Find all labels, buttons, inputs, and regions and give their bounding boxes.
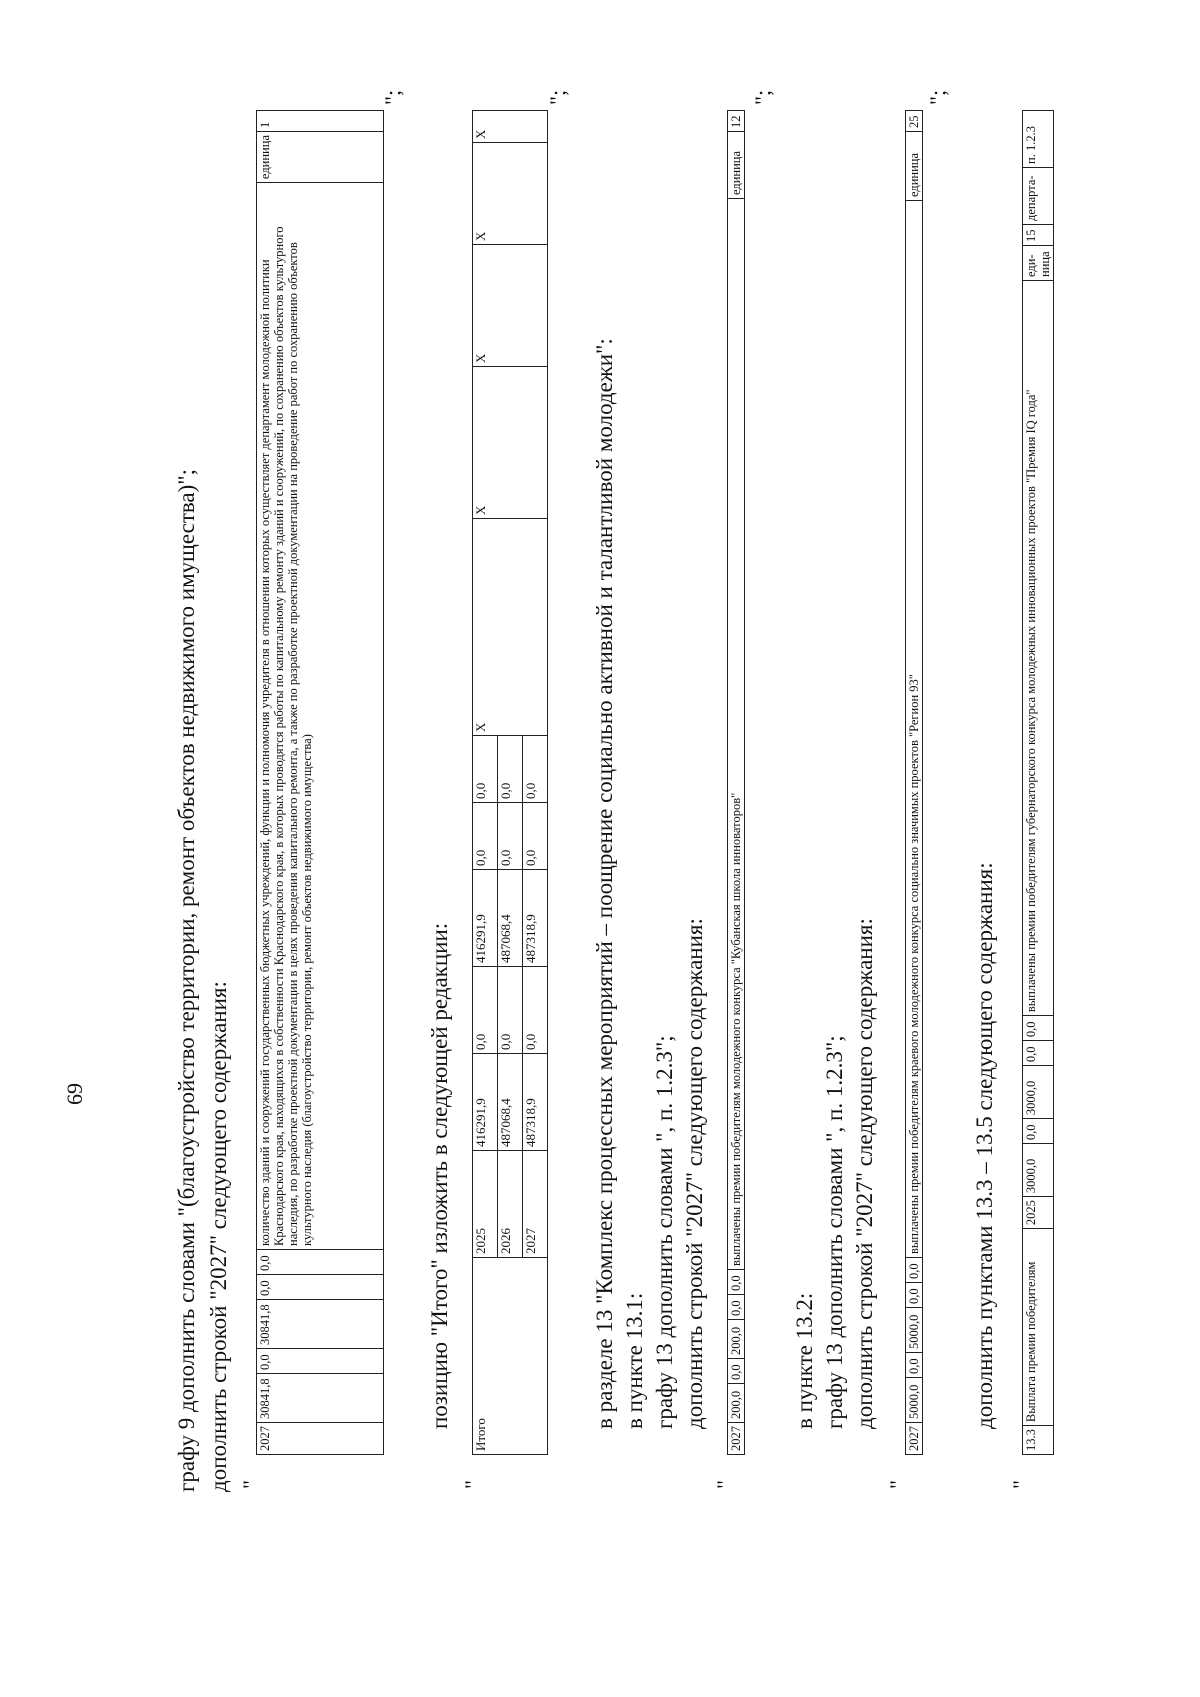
cell-unit: еди-ница: [1023, 246, 1054, 281]
table-row: [906, 111, 923, 1455]
table-item-13-3: [1022, 110, 1054, 1455]
cell-x: X: [473, 111, 548, 143]
cell-target: 12: [728, 111, 745, 132]
cell-value: 0,0: [257, 1250, 384, 1275]
cell-year: 2025: [473, 1151, 498, 1258]
table-itogo: [472, 110, 548, 1455]
cell-value: 0,0: [257, 1275, 384, 1300]
cell-total: 5000,0: [906, 1378, 923, 1423]
cell-year: 2025: [1023, 1197, 1054, 1229]
quote-close: ";: [545, 89, 570, 105]
cell-x: X: [473, 143, 548, 245]
cell-value: 0,0: [1023, 1041, 1054, 1066]
cell-value: 0,0: [523, 736, 548, 803]
cell-value: 0,0: [257, 1349, 384, 1374]
cell-value: 0,0: [906, 1258, 923, 1283]
cell-value: 0,0: [498, 967, 523, 1054]
table-row: [257, 111, 384, 1455]
table-row: [1023, 111, 1054, 1455]
cell-value: 0,0: [473, 736, 498, 803]
cell-value: 0,0: [1023, 1016, 1054, 1041]
cell-description: количество зданий и сооружений государственных бюджетных учреждений, функции и полномочия учредителя в отношении которых осуществляет департамент молодежной политики Краснодарского края, находящихся в собственности Краснодарского края, в которых проводятся работы по капитальному ремонту зданий и сооружений, по сохранению объектов культурного наследия, по разработке проектной документации в целях проведения капитального ремонта, а также по разработке проектной документации на проведение работ по сохранению объектов культурного наследия (благоустройство территории, ремонт объектов недвижимого имущества): [257, 183, 384, 1250]
paragraph-4-line-3: дополнить строкой "2027" следующего содержания:: [852, 918, 877, 1429]
cell-value: 0,0: [728, 1295, 745, 1320]
paragraph-3-line-2: в пункте 13.1:: [622, 1292, 647, 1429]
paragraph-4-line-2: графу 13 дополнить словами ", п. 1.2.3";: [822, 1035, 847, 1429]
table-row: [473, 111, 498, 1455]
cell-value: 0,0: [728, 1359, 745, 1384]
cell-label: Итого: [473, 1258, 548, 1455]
cell-value: 0,0: [523, 967, 548, 1054]
cell-year: 2027: [906, 1423, 923, 1455]
cell-value: 0,0: [728, 1270, 745, 1295]
table-region-93: [905, 110, 923, 1455]
cell-value: 0,0: [498, 736, 523, 803]
cell-number: 13.3: [1023, 1426, 1054, 1455]
paragraph-5: дополнить пунктами 13.3 – 13.5 следующего содержания:: [972, 862, 997, 1429]
cell-target: 25: [906, 111, 923, 132]
quote-close: ";: [380, 89, 405, 105]
quote-open: ": [460, 1480, 485, 1489]
quote-open: ": [1008, 1480, 1033, 1489]
cell-total: 487318,9: [523, 1054, 548, 1151]
cell-x: X: [473, 367, 548, 519]
cell-value: 5000,0: [906, 1308, 923, 1353]
cell-target: 15: [1023, 225, 1054, 246]
table-kuban-school: [727, 110, 745, 1455]
cell-value: 3000,0: [1023, 1066, 1054, 1119]
page-number: 69: [62, 1083, 87, 1105]
cell-agency: департа-: [1023, 168, 1054, 225]
cell-description: выплачены премии победителям краевого молодежного конкурса социально значимых проектов "Регион 93": [906, 201, 923, 1258]
cell-total: 200,0: [728, 1384, 745, 1423]
quote-open: ": [712, 1480, 737, 1489]
cell-unit: единица: [906, 132, 923, 201]
cell-total: 416291,9: [473, 1054, 498, 1151]
cell-value: 200,0: [728, 1320, 745, 1359]
paragraph-4-line-1: в пункте 13.2:: [792, 1292, 817, 1429]
table-row: [728, 111, 745, 1455]
cell-value: 487318,9: [523, 870, 548, 967]
table-year-2027-buildings: [256, 110, 384, 1455]
paragraph-1-line-1: графу 9 дополнить словами "(благоустройство территории, ремонт объектов недвижимого имущества)";: [174, 468, 199, 1492]
cell-description: выплачены премии победителям молодежного конкурса "Кубанская школа инноваторов": [728, 199, 745, 1270]
paragraph-1-line-2: дополнить строкой "2027" следующего содержания:: [206, 981, 231, 1492]
cell-value: 0,0: [523, 803, 548, 870]
cell-year: 2027: [728, 1423, 745, 1455]
cell-value: 487068,4: [498, 870, 523, 967]
cell-value: 0,0: [1023, 1119, 1054, 1144]
quote-open: ": [885, 1480, 910, 1489]
quote-close: ";: [750, 89, 775, 105]
cell-value: 0,0: [906, 1283, 923, 1308]
paragraph-3-line-4: дополнить строкой "2027" следующего содержания:: [682, 918, 707, 1429]
cell-unit: единица: [728, 132, 745, 199]
cell-target: 1: [257, 111, 384, 132]
cell-total: 3000,0: [1023, 1144, 1054, 1197]
cell-x: X: [473, 519, 548, 736]
cell-value: 416291,9: [473, 870, 498, 967]
cell-value: 30841,8: [257, 1300, 384, 1349]
cell-reference: п. 1.2.3: [1023, 111, 1054, 168]
cell-value: 0,0: [498, 803, 523, 870]
cell-unit: единица: [257, 132, 384, 183]
cell-total: 487068,4: [498, 1054, 523, 1151]
paragraph-2: позицию "Итого" изложить в следующей редакции:: [427, 922, 452, 1429]
cell-year: 2027: [523, 1151, 548, 1258]
cell-year: 2027: [257, 1423, 384, 1455]
cell-description: выплачены премии победителям губернаторского конкурса молодежных инновационных проектов "Премия IQ года": [1023, 281, 1054, 1016]
cell-x: X: [473, 245, 548, 367]
cell-year: 2026: [498, 1151, 523, 1258]
cell-name: Выплата премии победителям: [1023, 1229, 1054, 1426]
cell-total: 30841,8: [257, 1374, 384, 1423]
cell-value: 0,0: [473, 803, 498, 870]
paragraph-3-line-1: в разделе 13 "Комплекс процессных мероприятий – поощрение социально активной и талантливой молодежи":: [592, 338, 617, 1429]
cell-value: 0,0: [906, 1353, 923, 1378]
cell-value: 0,0: [473, 967, 498, 1054]
quote-close: ";: [925, 89, 950, 105]
quote-open: ": [238, 1480, 263, 1489]
paragraph-3-line-3: графу 13 дополнить словами ", п. 1.2.3";: [652, 1035, 677, 1429]
